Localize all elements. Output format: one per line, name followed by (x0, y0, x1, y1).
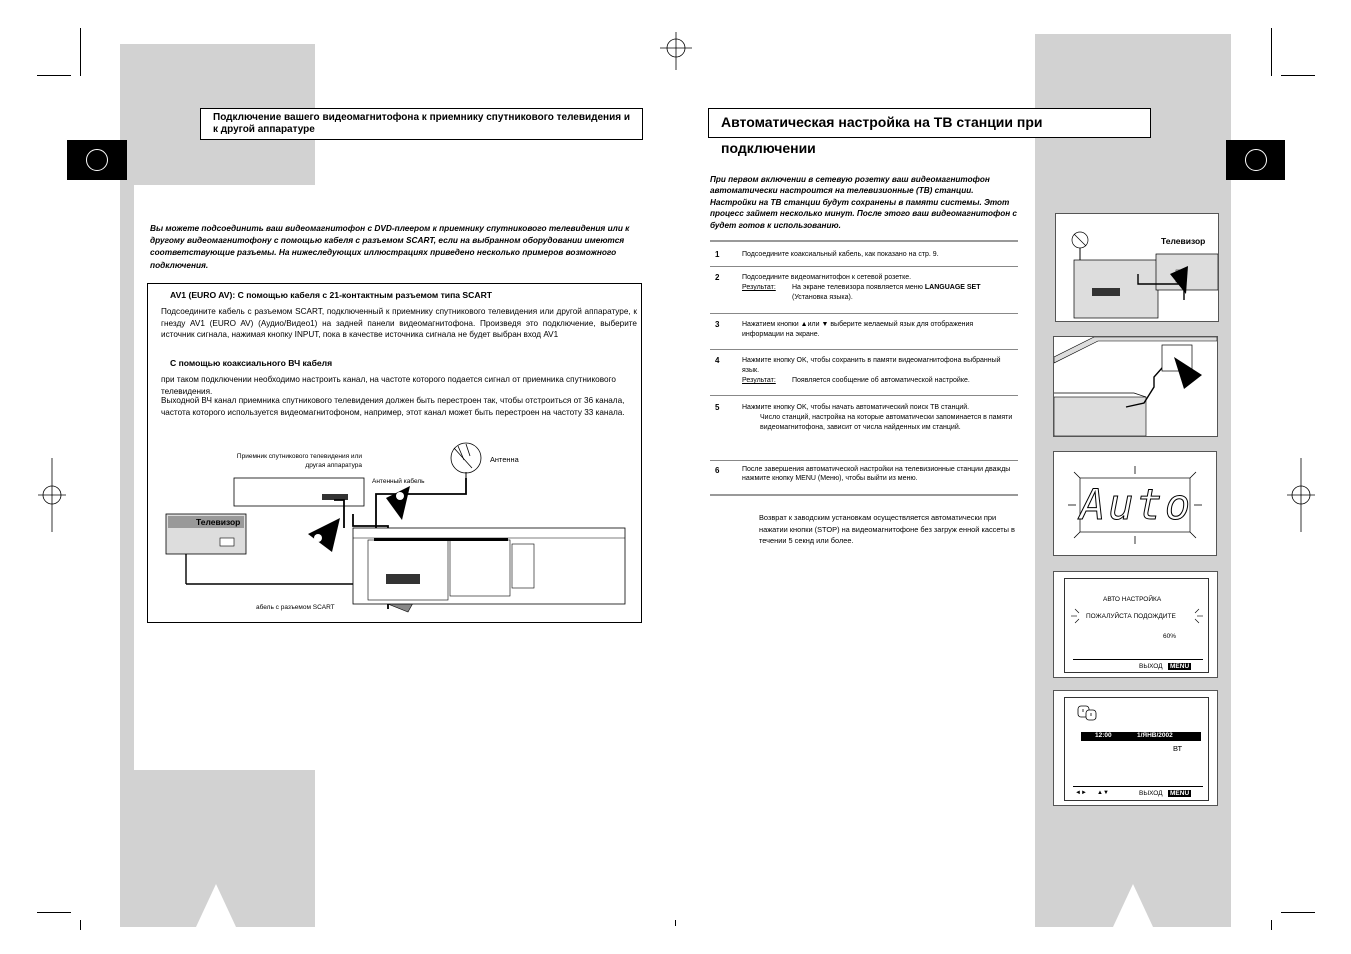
crop-mark (1271, 28, 1272, 76)
right-page-header: Автоматическая настройка на ТВ станции при подключении (708, 108, 1151, 138)
osd-footer-line (1073, 786, 1203, 787)
left-page-triangle (196, 884, 236, 928)
connection-diagram (148, 434, 641, 622)
tv-label: Телевизор (196, 517, 241, 527)
left-page-header: Подключение вашего видеомагнитофона к приемнику спутникового телевидения и к другой аппаратуре (200, 108, 643, 140)
osd-exit-label: ВЫХОД (1139, 790, 1163, 797)
tab-circle-icon (1245, 149, 1267, 171)
crop-mark (675, 920, 676, 926)
right-page-intro: При первом включении в сетевую розетку ваш видеомагнитофон автоматически настроится на телевизионные (ТВ) станции. Настройки на ТВ станции будут сохранены в памяти системы. Этот процесс займет несколько минут. После этого ваш видеомагнитофон с будет готов к использованию. (710, 175, 1017, 230)
left-chapter-tab (67, 140, 127, 180)
step-text: Нажмите кнопку OK, чтобы сохранить в памяти видеомагнитофона выбранный язык. (742, 357, 1001, 374)
osd-footer-line (1073, 659, 1203, 660)
crop-mark (80, 920, 81, 930)
step-number: 3 (715, 320, 720, 329)
step-divider (710, 313, 1018, 314)
crop-mark (1281, 75, 1315, 76)
result-label: Результат: (742, 377, 776, 384)
registration-mark-top (650, 28, 702, 72)
step-text: Подсоедините коаксиальный кабель, как показано на стр. 9. (742, 251, 939, 258)
left-page-intro: Вы можете подсоединить ваш видеомагнитофон с DVD-плеером к приемнику спутникового телевидения или к другому видеомагнитофону с помощью кабеля с разъемом SCART, если на выбранном оборудовании имеются соответствующие разъемы. На нижеследующих иллюстрациях приведено несколько примеров возможного подключения. (150, 223, 630, 270)
picture-osd-clock (1053, 690, 1218, 806)
crop-mark (1271, 920, 1272, 930)
step-divider (710, 349, 1018, 350)
picture-osd-auto-tuning (1053, 571, 1218, 678)
step-number: 6 (715, 466, 720, 475)
osd-day: ВТ (1173, 744, 1183, 753)
section-text-coax-1: при таком подключении необходимо настроить канал, на частоте которого подается сигнал от приемника спутникового телевидения. (161, 375, 616, 396)
tv-label: Телевизор (1161, 236, 1206, 246)
section-text-scart: Подсоедините кабель с разъемом SCART, подключенный к приемнику спутникового телевидения или другой аппаратуре, к гнезду AV1 (EURO AV) (Аудио/Видео1) на задней панели видеомагнитофона. Произведя это подключение, выберите источник сигнала, нажимая кнопку INPUT, пока в качестве источника сигнала не будет выбран вход AV1 (161, 307, 637, 340)
step-1 (710, 250, 1018, 266)
step-text: После завершения автоматической настройки на телевизионные станции дважды нажмите кнопку MENU (Меню), чтобы выйти из меню. (742, 466, 1011, 482)
result-label: Результат: (742, 284, 776, 291)
registration-mark-right (1285, 456, 1317, 534)
crop-mark (1281, 912, 1315, 913)
step-number: 4 (715, 356, 720, 365)
antenna-icon (451, 443, 481, 478)
osd-menu-key: MENU (1170, 663, 1190, 670)
picture-power-plug (1053, 336, 1218, 437)
step-subnote: Число станций, настройка на которые автоматически запоминается в памяти видеомагнитофона, зависит от числа найденных им станций. (760, 414, 1013, 431)
factory-reset-note: Возврат к заводским установкам осуществляется автоматически при нажатии кнопки (STOP) на видеомагнитофоне без загруж енной кассеты в течении 5 секнд или более. (759, 513, 1015, 546)
osd-title: АВТО НАСТРОЙКА (1103, 596, 1162, 603)
step-4 (710, 356, 1018, 394)
tab-circle-icon (86, 149, 108, 171)
step-divider (710, 266, 1018, 267)
section-title-coax: С помощью коаксиального ВЧ кабеля (170, 358, 333, 368)
step-number: 2 (715, 273, 720, 282)
right-chapter-tab (1226, 140, 1285, 180)
auto-display-text: Auto (1080, 480, 1194, 529)
section-title-scart: AV1 (EURO AV): С помощью кабеля с 21-контактным разъемом типа SCART (170, 290, 493, 300)
steps-top-rule (710, 240, 1018, 242)
steps-bottom-rule (710, 494, 1018, 496)
crop-mark (37, 912, 71, 913)
osd-time: 12:00 (1095, 732, 1112, 739)
step-3 (710, 320, 1018, 348)
step-divider (710, 460, 1018, 461)
osd-date: 1/ЯНВ/2002 (1137, 732, 1173, 739)
section-text-coax-2: Выходной ВЧ канал приемника спутникового телевидения должен быть перестроен так, чтобы отстроиться от 36 канала, частота которого используется видеомагнитофоном, например, этот канал может быть перестроен на частоту 33 канала. (161, 396, 625, 417)
osd-wait-text: ПОЖАЛУЙСТА ПОДОЖДИТЕ (1086, 613, 1176, 620)
antenna-label: Антенна (490, 455, 519, 464)
step-6 (710, 466, 1018, 494)
osd-percent: 60% (1163, 633, 1177, 640)
step-number: 5 (715, 403, 720, 412)
step-divider (710, 395, 1018, 396)
language-set-label: LANGUAGE SET (924, 284, 981, 291)
osd-menu-key: MENU (1170, 790, 1190, 797)
right-page-triangle (1113, 884, 1153, 928)
osd-nav-ud-icon: ▲▼ (1097, 790, 1109, 796)
antenna-cable-label: Антенный кабель (372, 478, 425, 485)
crop-mark (80, 28, 81, 76)
picture-auto-display (1053, 451, 1217, 556)
receiver-label: Приемник спутникового телевидения или другая аппаратура (236, 453, 362, 469)
result-text-tail: (Установка языка). (792, 294, 853, 301)
result-text: На экране телевизора появляется меню (792, 284, 925, 291)
scart-cable-label: абель с разъемом SCART (256, 604, 335, 611)
step-2 (710, 273, 1018, 313)
connection-section-box (147, 283, 642, 623)
step-text: Подсоедините видеомагнитофон к сетевой розетке. (742, 274, 912, 281)
step-text: Нажатием кнопки ▲или ▼ выберите желаемый язык для отображения информации на экране. (742, 321, 974, 338)
clock-icon (1077, 704, 1099, 722)
crop-mark (37, 75, 71, 76)
registration-mark-left (36, 456, 68, 534)
osd-nav-lr-icon: ◄► (1075, 790, 1087, 796)
picture-tv-connection (1055, 213, 1219, 322)
step-text: Нажмите кнопку OK, чтобы начать автоматический поиск ТВ станций. (742, 404, 970, 411)
result-text: Появляется сообщение об автоматической настройке. (792, 377, 970, 384)
step-number: 1 (715, 250, 720, 259)
step-5 (710, 403, 1018, 459)
osd-exit-label: ВЫХОД (1139, 663, 1163, 670)
